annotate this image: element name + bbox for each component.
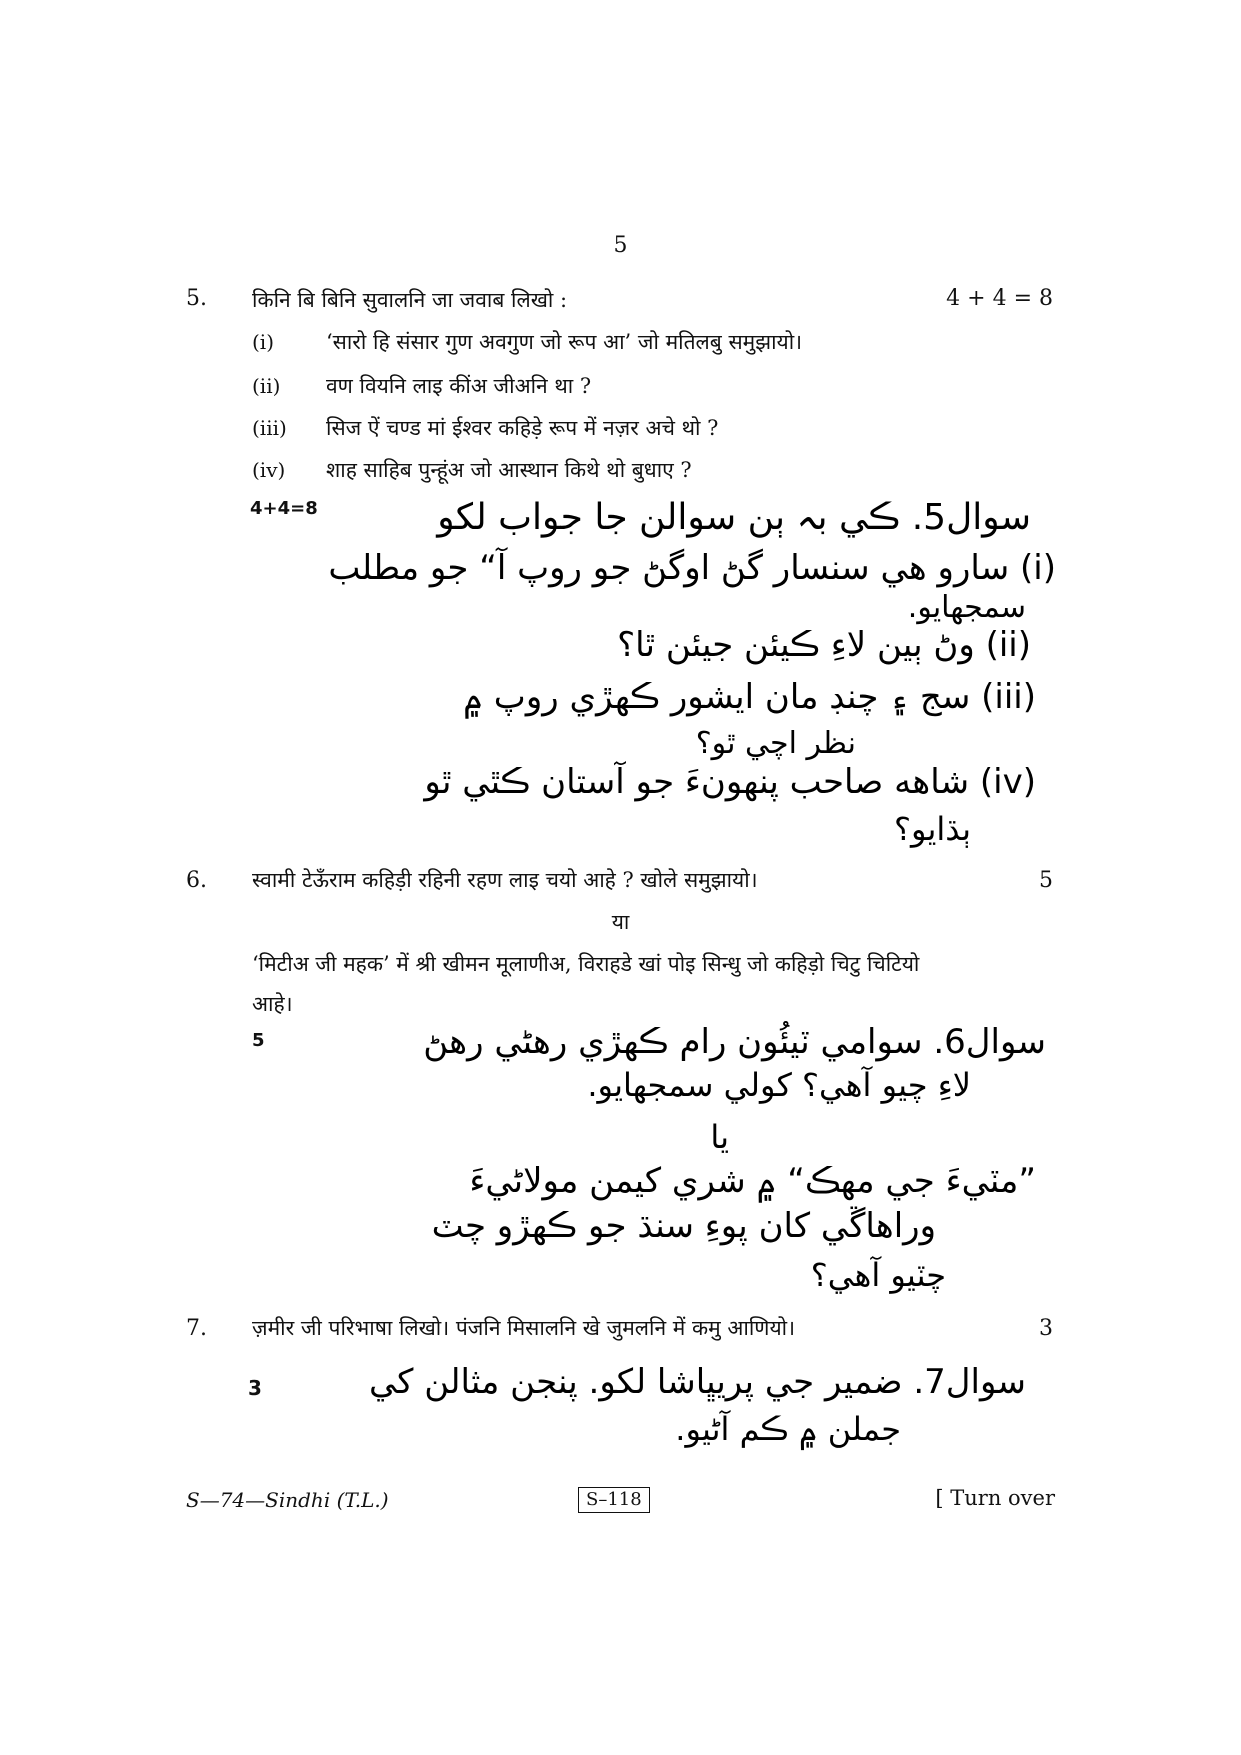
- q7-number: 7.: [186, 1316, 207, 1341]
- q5-sub-3-text: सिज ऐं चण्ड मां ईश्वर कहिड़े रूप में नज़र अचे थो ?: [326, 416, 719, 440]
- q6-text: स्वामी टेऊँराम कहिड़ी रहिनी रहण लाइ चयो आहे ? खोले समुझायो।: [252, 868, 758, 892]
- q6-handwritten-line: سوال6. سوامي ٽيئُون رام ڪهڙي رهڻي رهڻ: [423, 1022, 1046, 1062]
- q7-handwritten-line: جملن ۾ ڪم آڻيو.: [675, 1410, 901, 1448]
- q5-sub-1-text: ‘सारो हि संसार गुण अवगुण जो रूप आ’ जो मतिलबु समुझायो।: [326, 330, 803, 354]
- q5-handwritten-line: سمجهايو.: [907, 590, 1026, 625]
- q5-sub-3-number: (iii): [252, 416, 287, 440]
- q7-text: ज़मीर जी परिभाषा लिखो। पंजनि मिसालनि खे जुमलनि में कमु आणियो।: [252, 1316, 796, 1340]
- q7-handwritten-line: سوال7. ضمير جي پريڀاشا لکو. پنجن مثالن کي: [368, 1362, 1026, 1402]
- footer-paper-code: S—74—Sindhi (T.L.): [186, 1488, 389, 1512]
- q5-sub-4-text: शाह साहिब पुन्हूंअ जो आस्थान किथे थो बुधाए ?: [326, 458, 692, 482]
- q6-handwritten-line: ”مٽيءَ جي مهڪ“ ۾ شري کيمن مولاڻيءَ: [469, 1161, 1036, 1201]
- q6-alt-question-line-1: ‘मिटीअ जी महक’ में श्री खीमन मूलाणीअ, विराहडे खां पोइ सिन्धु जो कहिड़ो चिटु चिटियो: [252, 952, 920, 976]
- q5-sub-1-number: (i): [252, 330, 275, 354]
- q5-handwritten-line: (i) سارو هي سنسار گڻ اوگڻ جو روپ آ“ جو مطلب: [328, 548, 1056, 588]
- q5-handwritten-line: (iv) شاهه صاحب پنهونءَ جو آستان ڪٿي ٿو: [424, 762, 1036, 802]
- q5-number: 5.: [186, 286, 207, 311]
- page-number: 5: [613, 233, 628, 258]
- q7-marks: 3: [1039, 1316, 1053, 1341]
- q6-or-label: या: [611, 910, 630, 934]
- footer-turn-over: [ Turn over: [935, 1486, 1055, 1510]
- q5-sub-2-text: वण वियनि लाइ कींअ जीअनि था ?: [326, 374, 592, 398]
- q5-sub-4-number: (iv): [252, 458, 286, 482]
- q5-text: किनि बि बिनि सुवालनि जा जवाब लिखो :: [252, 288, 568, 312]
- q5-handwritten-line: (ii) وڻ ٻين لاءِ ڪيئن جيئن ٿا؟: [617, 625, 1031, 665]
- q6-marks: 5: [1039, 868, 1053, 893]
- q5-handwritten-line: سوال5. ڪي بہ ٻن سوالن جا جواب لکو: [437, 497, 1031, 538]
- q6-handwritten-line: چٽيو آهي؟: [810, 1256, 946, 1294]
- q6-number: 6.: [186, 868, 207, 893]
- q5-marks: 4 + 4 = 8: [946, 286, 1053, 311]
- q6-handwritten-line: وراهاڱي کان پوءِ سنڌ جو ڪهڙو چٽ: [431, 1206, 936, 1246]
- q5-handwritten-line: نظر اچي ٿو؟: [695, 726, 856, 761]
- q5-handwritten-line: ٻڌايو؟: [893, 810, 971, 848]
- q6-handwritten-line: يا: [710, 1118, 729, 1156]
- q6-handwritten-marks: 5: [252, 1030, 265, 1051]
- q5-sub-2-number: (ii): [252, 374, 281, 398]
- q5-handwritten-line: (iii) سج ۽ چنڊ مان ايشور ڪهڙي روپ ۾: [463, 677, 1036, 717]
- q6-handwritten-line: لاءِ چيو آهي؟ کولي سمجهايو.: [587, 1066, 971, 1104]
- q6-alt-question-line-2: आहे।: [252, 992, 293, 1016]
- q7-handwritten-marks: 3: [248, 1376, 262, 1400]
- footer-page-code-box: S–118: [578, 1487, 650, 1513]
- q5-handwritten-marks: 4+4=8: [250, 498, 318, 519]
